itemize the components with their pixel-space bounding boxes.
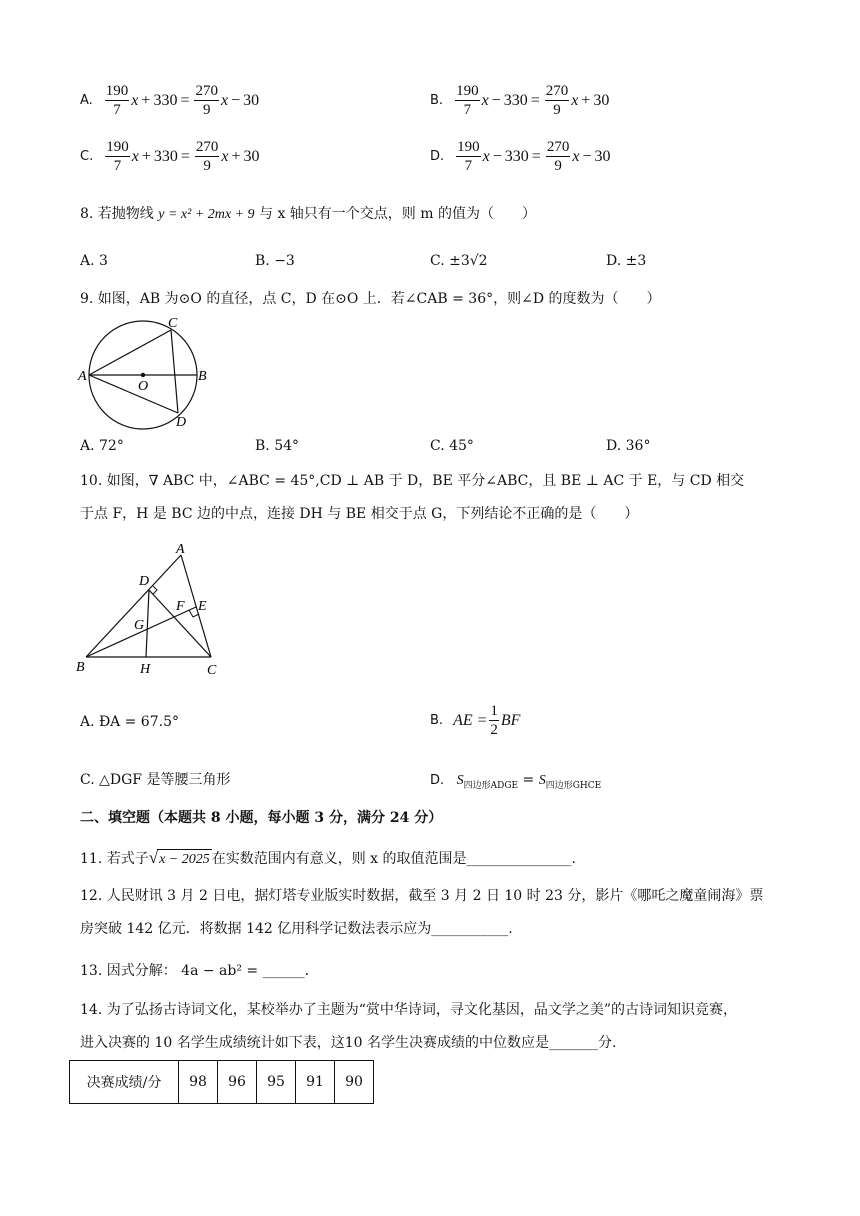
q10-option-b: B. AE = $\frac{1}{2}$ BF [430,703,521,738]
option-label: A. [80,93,93,108]
label-d: D [139,574,150,589]
option-label: C. [80,149,94,164]
label-c: C [168,316,178,331]
scores-table [69,1060,374,1104]
q9-stem: 9. 如图，AB 为⊙O 的直径，点 C，D 在⊙O 上．若∠CAB = 36°，则∠D 的度数为（ ） [80,291,661,307]
label-a: A [176,542,185,557]
segment-cd [171,330,178,413]
fraction: $\frac{190}{7}$ [456,83,479,118]
score-cell: 95 [257,1061,296,1104]
q7-option-d: D. $\frac{190}{7}$ x − 330 = $\frac{270}{9}$ x − 30 [430,139,611,174]
label-h: H [140,662,151,677]
q9-option-a: A. 72° [80,438,124,454]
q8-option-c: C. ±3√2 [430,253,488,269]
right-angle-d [153,586,157,594]
label-e: E [198,599,207,614]
q9-option-d: D. 36° [606,438,651,454]
label-a: A [78,369,87,384]
option-label: D. [430,149,445,164]
q11: 11. 若式子√x − 2025 在实数范围内有意义，则 x 的取值范围是_______________. [80,848,576,870]
q7-option-c: C. $\frac{190}{7}$ x + 330 = $\frac{270}{9}$ x + 30 [80,139,260,174]
section-heading: 二、填空题（本题共 8 小题，每小题 3 分，满分 24 分） [80,810,443,826]
q10-option-d: D. $S_{四边形ADGE} = S_{四边形GHCE}$ [430,772,602,791]
q8-option-a: A. 3 [80,253,108,269]
label-d: D [176,415,187,430]
q7-option-b: B. $\frac{190}{7}$ x − 330 = $\frac{270}{9}$ x + 30 [430,83,610,118]
fraction: $\frac{270}{9}$ [195,83,218,118]
table-row [70,1061,374,1104]
q9-option-b: B. 54° [255,438,300,454]
fraction: $\frac{270}{9}$ [546,139,570,174]
label-b: B [198,369,207,384]
center-point [141,373,145,377]
score-cell: 91 [296,1061,335,1104]
q12-line1: 12. 人民财讯 3 月 2 日电，据灯塔专业版实时数据，截至 3 月 2 日 10 时 23 分，影片《哪吒之魔童闹海》票 [80,888,764,904]
segment-ac [89,330,171,375]
q8-option-b: B. −3 [255,253,295,269]
q10-triangle-figure [74,540,224,680]
fraction: $\frac{270}{9}$ [545,83,569,118]
segment-dh [146,590,149,657]
label-f: F [176,599,185,614]
fraction: $\frac{190}{7}$ [457,139,480,174]
q13: 13. 因式分解： 4a − ab² = ______. [80,963,310,979]
q10-stem-line1: 10. 如图，∇ ABC 中，∠ABC = 45°,CD ⊥ AB 于 D，BE 平分∠ABC，且 BE ⊥ AC 于 E，与 CD 相交 [80,473,745,489]
q14-line2: 进入决赛的 10 名学生成绩统计如下表，这10 名学生决赛成绩的中位数应是_______分. [80,1035,617,1051]
table-header-cell: 决赛成绩/分 [70,1061,179,1104]
side-ba [86,555,181,657]
score-cell: 90 [335,1061,374,1104]
q7-option-a: A. $\frac{190}{7}$ x + 330 = $\frac{270}{9}$ x − 30 [80,83,260,118]
q9-circle-figure [76,312,216,430]
option-label: B. [430,93,444,108]
fraction: $\frac{1}{2}$ [490,703,498,738]
segment-ad [89,375,178,413]
q14-line1: 14. 为了弘扬古诗词文化，某校举办了主题为“赏中华诗词，寻文化基因，品文学之美”的古诗词知识竞赛， [80,1002,738,1018]
fraction: $\frac{190}{7}$ [105,83,129,118]
score-cell: 98 [179,1061,218,1104]
label-b: B [76,660,85,675]
label-c: C [207,663,217,678]
label-o: O [138,379,149,394]
fraction: $\frac{270}{9}$ [195,139,219,174]
q8-stem: 8. 若抛物线 y = x² + 2mx + 9 与 x 轴只有一个交点，则 m 的值为（ ） [80,206,536,222]
q10-stem-line2: 于点 F，H 是 BC 边的中点，连接 DH 与 BE 相交于点 G，下列结论不正确的是（ ） [80,506,639,522]
q10-option-c: C. △DGF 是等腰三角形 [80,772,231,788]
q9-option-c: C. 45° [430,438,474,454]
radical-sign: √ [148,848,159,867]
q8-formula: y = x² + 2mx + 9 [158,207,255,222]
label-g: G [134,618,145,633]
q8-option-d: D. ±3 [606,253,647,269]
fraction: $\frac{190}{7}$ [106,139,129,174]
score-cell: 96 [218,1061,257,1104]
q10-option-a: A. ÐA = 67.5° [80,714,179,730]
q12-line2: 房突破 142 亿元．将数据 142 亿用科学记数法表示应为___________. [80,921,513,937]
